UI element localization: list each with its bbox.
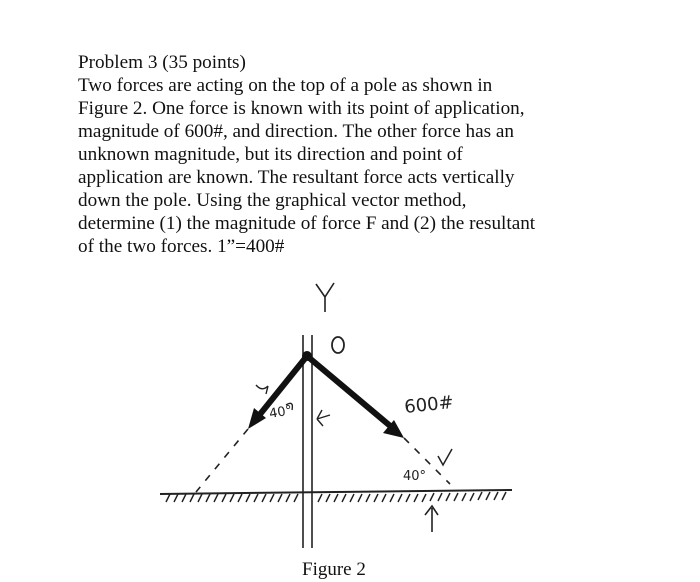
- origin-circle: [332, 337, 344, 353]
- ground-line: [160, 490, 512, 494]
- problem-title: Problem 3 (35 points): [78, 52, 246, 73]
- magnitude-label: 600#: [403, 391, 455, 418]
- left-angle-label: 40°: [268, 403, 294, 422]
- force-600-arrow: [307, 356, 395, 430]
- problem-line-8: of the two forces. 1”=400#: [78, 236, 285, 257]
- y-axis-label: Y: [340, 300, 341, 301]
- pole-angle-pointer: [317, 410, 330, 426]
- left-dashed-line: [196, 429, 248, 492]
- right-angle-mark: [438, 449, 452, 465]
- problem-line-7: determine (1) the magnitude of force F and (2) the resultant: [78, 213, 536, 234]
- ground-up-arrow: [425, 506, 438, 532]
- problem-line-4: unknown magnitude, but its direction and point of: [78, 144, 463, 165]
- origin-label: O: [0, 0, 1, 1]
- problem-line-1: Two forces are acting on the top of a pole as shown in: [78, 75, 493, 96]
- y-axis-letter: [316, 283, 341, 312]
- right-angle-label: 40°: [403, 469, 427, 484]
- problem-line-5: application are known. The resultant force acts vertically: [78, 167, 515, 188]
- problem-line-6: down the pole. Using the graphical vector method,: [78, 190, 467, 211]
- figure-caption: Figure 2: [302, 559, 366, 580]
- problem-line-2: Figure 2. One force is known with its point of application,: [78, 98, 525, 119]
- left-angle-mark: [256, 385, 268, 394]
- problem-line-3: magnitude of 600#, and direction. The other force has an: [78, 121, 515, 142]
